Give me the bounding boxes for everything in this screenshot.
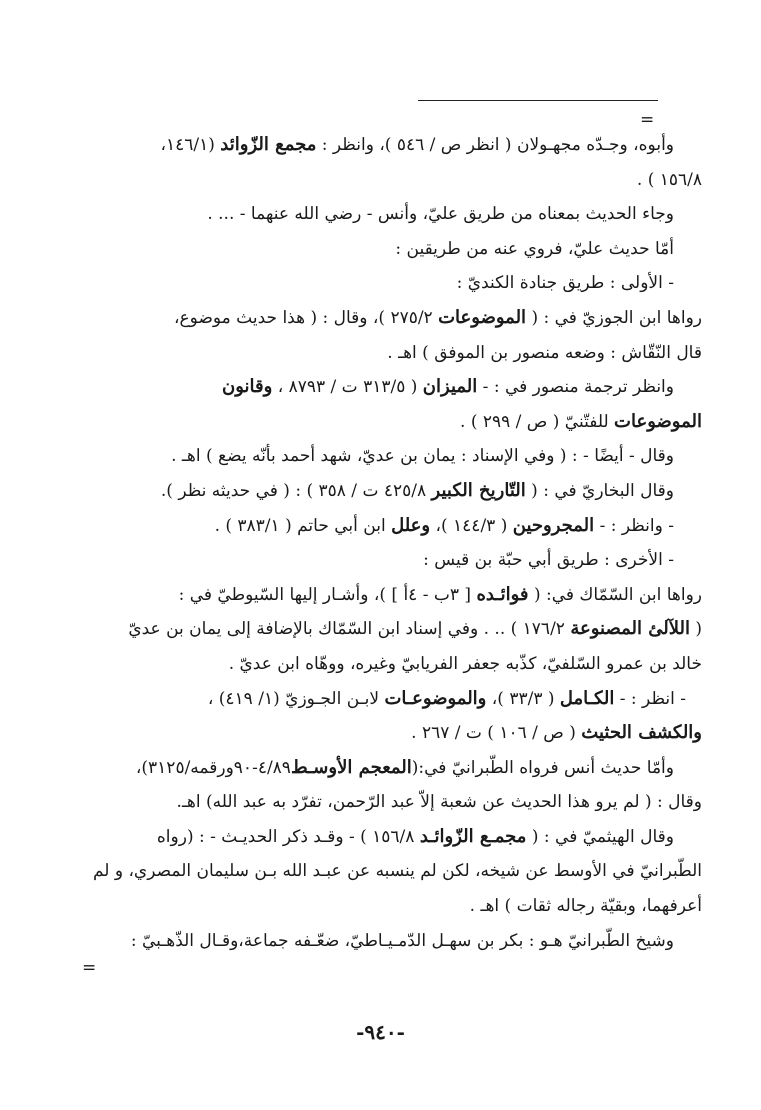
text-run: أمّا حديث عليّ، فروي عنه من طريقين : — [395, 238, 674, 259]
text-run: ( — [689, 619, 702, 640]
footnote-separator-rule — [418, 100, 658, 101]
text-run: وقال الهيثميّ في : ( — [526, 826, 674, 847]
text-run: وشيخ الطّبرانيّ هـو : بكر بن سهـل الدّمـيـاطيّ، ضعّـفه جماعة،وقـال الذّهـبيّ : — [130, 930, 674, 951]
bold-reference: والموضوعـات — [384, 687, 487, 709]
text-line — [80, 266, 702, 301]
text-run: وقال : ( لم يرو هذا الحديث عن شعبة إلاّ عبد الرّحمن، تفرّد به عبد الله) اهـ. — [176, 792, 702, 813]
text-run: ( ١٤٤/٣ )، — [430, 515, 513, 536]
text-line — [80, 405, 702, 440]
text-run: وقال - أيضًا - : ( وفي الإسناد : يمان بن عديّ، شهد أحمد بأنّه يضع ) اهـ . — [171, 446, 674, 467]
text-run: للفتّنيّ ( ص / ٢٩٩ ) . — [460, 411, 615, 432]
bold-reference: والكشف الحثيث — [581, 722, 702, 744]
text-line — [80, 232, 702, 267]
text-line — [80, 301, 702, 336]
text-line — [80, 197, 702, 232]
bold-reference: التّاريخ الكبير — [431, 479, 526, 501]
text-line — [80, 751, 702, 786]
bold-reference: الميزان — [422, 376, 478, 398]
text-line — [80, 578, 702, 613]
text-line — [80, 543, 702, 578]
text-run: ١٥٦/٨ ) - وقـد ذكر الحديـث - : (رواه — [156, 826, 420, 847]
text-run: رواها ابن السّمّاك في: ( — [528, 584, 702, 605]
text-run: أعرفهما، وبقيّة رجاله ثقات ) اهـ . — [469, 896, 702, 917]
text-run: لابـن الجـوزيّ (١/ ٤١٩) ، — [207, 688, 385, 709]
text-run: ٤/٨٩-٩٠ورقمه/٣١٢٥)، — [135, 757, 291, 778]
text-run: وأبوه، وجـدّه مجهـولان ( انظر ص / ٥٤٦ )، وانظر : — [316, 135, 674, 155]
text-run: ١٥٦/٨ ) . — [636, 169, 702, 190]
text-line — [80, 336, 702, 371]
continuation-marker-top: = — [640, 110, 655, 130]
text-line — [80, 854, 702, 889]
bold-reference: الموضوعات — [438, 306, 527, 328]
continuation-marker-bottom: = — [82, 958, 97, 978]
text-run: خالد بن عمرو السّلفيّ، كذّبه جعفر الفريابيّ وغيره، ووهّاه ابن عديّ . — [228, 653, 702, 674]
text-run: قال النّقّاش : وضعه منصور بن الموفق ) اهـ . — [387, 342, 702, 363]
bold-reference: المجروحين — [512, 514, 595, 536]
text-line — [80, 820, 702, 855]
text-line — [80, 924, 702, 959]
text-run: - وانظر : - — [594, 515, 674, 536]
bold-reference: وقانون — [221, 376, 273, 398]
bold-reference: المعجم الأوسـط — [290, 756, 412, 778]
bold-reference: وعلل — [391, 514, 431, 536]
page-number: -٩٤٠- — [356, 1020, 405, 1044]
text-run: وجاء الحديث بمعناه من طريق عليّ، وأنس - رضي الله عنهما - ... . — [207, 204, 674, 225]
text-run: وأمّا حديث أنس فرواه الطّبرانيّ في:( — [411, 757, 674, 778]
text-run: - الأولى : طريق جنادة الكنديّ : — [456, 273, 674, 294]
body-text — [80, 128, 702, 958]
text-line — [80, 370, 702, 405]
text-run: الطّبرانيّ في الأوسط عن شيخه، لكن لم ينسبه عن عبـد الله بـن سليمان المصري، و لم — [92, 861, 702, 882]
text-line — [80, 785, 702, 820]
text-line — [80, 509, 702, 544]
bold-reference: اللآلئ المصنوعة — [570, 618, 690, 640]
text-line — [80, 682, 702, 717]
text-run: ( ٣١٣/٥ ت / ٨٧٩٣ ، — [272, 377, 423, 398]
text-run: ١٧٦/٢ ) .. . وفي إسناد ابن السّمّاك بالإضافة إلى يمان بن عديّ — [128, 619, 571, 640]
text-run: وقال البخاريّ في : ( — [525, 480, 674, 501]
text-line — [80, 647, 702, 682]
text-run: - الأخرى : طريق أبي حبّة بن قيس : — [423, 550, 674, 571]
text-run: وانظر ترجمة منصور في : - — [477, 377, 674, 398]
text-run: [ ٣ب - ٤أ ] )، وأشـار إليها السّيوطيّ في : — [178, 584, 477, 605]
bold-reference: الموضوعات — [614, 410, 702, 432]
text-run: ابن أبي حاتم ( ٣٨٣/١ ) . — [214, 515, 392, 536]
text-line — [80, 716, 702, 751]
text-run: ٤٢٥/٨ ت / ٣٥٨ ) : ( في حديثه نظر ). — [160, 480, 432, 501]
bold-reference: الكـامل — [559, 687, 615, 709]
text-line — [80, 163, 702, 198]
text-line — [80, 612, 702, 647]
text-run: ٢٧٥/٢ )، وقال : ( هذا حديث موضوع، — [174, 307, 439, 328]
text-run: رواها ابن الجوزيّ في : ( — [526, 307, 702, 328]
text-run: - انظر : - — [614, 688, 686, 709]
text-run: ( ص / ١٠٦ ) ت / ٢٦٧ . — [411, 723, 582, 744]
text-line — [80, 474, 702, 509]
bold-reference: فوائـده — [476, 583, 529, 605]
text-run: (١٤٦/١، — [160, 135, 221, 155]
text-line — [80, 128, 702, 163]
text-line — [80, 889, 702, 924]
bold-reference: مجمـع الزّوائـد — [419, 825, 527, 847]
text-line — [80, 439, 702, 474]
bold-reference: مجمع الزّوائد — [220, 134, 317, 155]
text-run: ( ٣٣/٣ )، — [486, 688, 560, 709]
